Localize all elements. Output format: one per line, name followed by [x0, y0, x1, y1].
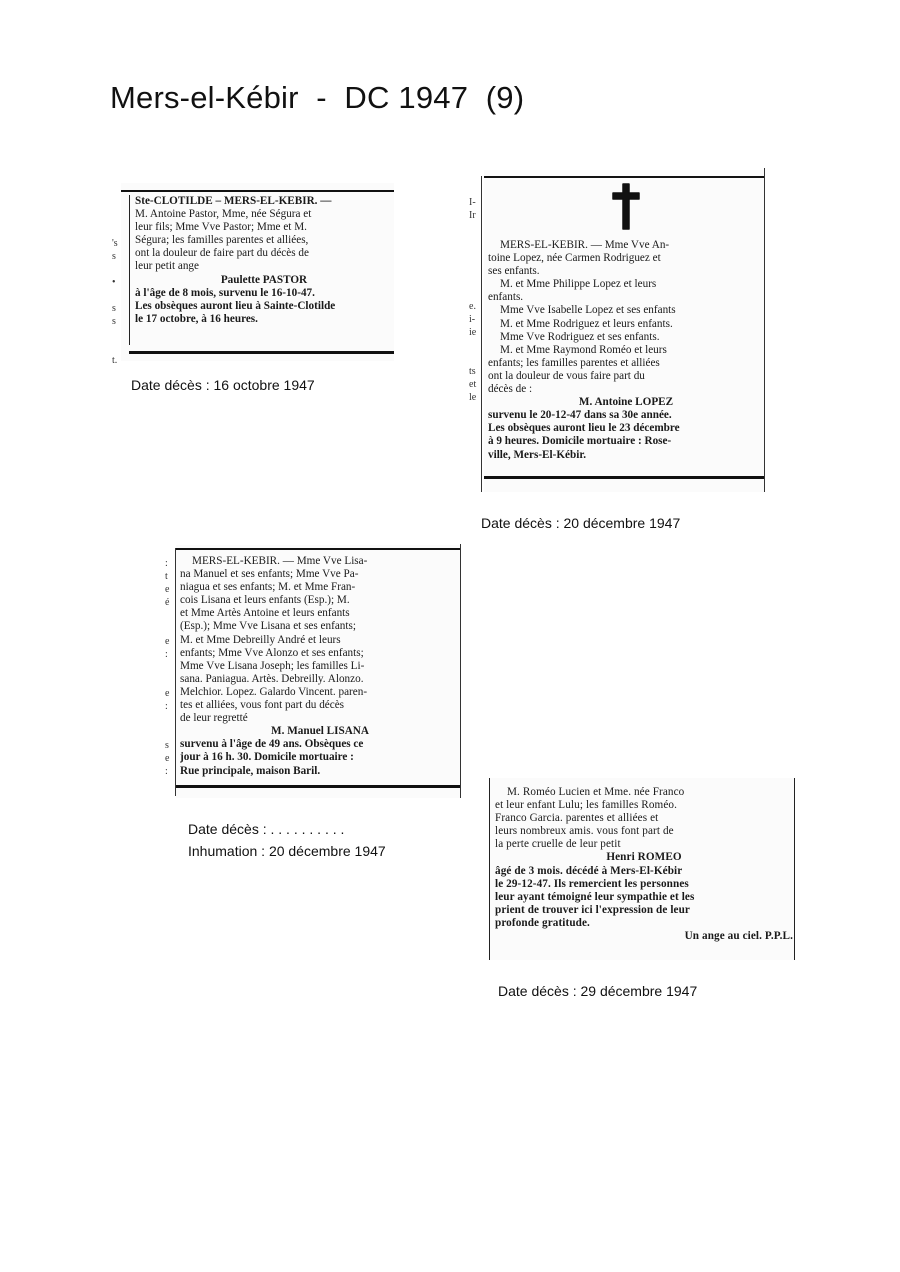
margin-fragment	[469, 287, 481, 300]
column-divider	[764, 168, 765, 492]
caption-death-date	[131, 377, 315, 393]
margin-fragment: é	[165, 597, 170, 608]
margin-fragment	[165, 609, 175, 622]
notice-line: prient de trouver ici l'expression de leur	[495, 903, 690, 916]
margin-fragment	[112, 289, 122, 302]
notice-line: Franco Garcia. parentes et alliées et	[495, 812, 659, 825]
margin-fragment: e	[165, 753, 170, 764]
notice-line: et leur enfant Lulu; les familles Roméo.	[495, 799, 678, 812]
notice-line: ses enfants.	[488, 265, 540, 278]
cross-icon	[608, 182, 644, 234]
notice-line: la perte cruelle de leur petit	[495, 838, 621, 851]
caption-line: Date décès : 16 octobre 1947	[131, 377, 315, 393]
margin-fragment: ts	[469, 366, 476, 377]
margin-fragment: 's	[112, 238, 118, 249]
margin-fragment	[469, 235, 481, 248]
notice-line: à l'âge de 8 mois, survenu le 16-10-47.	[135, 286, 315, 299]
margin-fragment: :	[165, 558, 168, 569]
notice-text	[180, 555, 460, 778]
notice-line: M. et Mme Debreilly André et leurs	[180, 633, 341, 646]
margin-fragment	[469, 248, 481, 261]
margin-fragment	[469, 352, 481, 365]
notice-line: profonde gratitude.	[495, 916, 590, 929]
notice-line: et Mme Artès Antoine et leurs enfants	[180, 607, 350, 620]
notice-line: M. Antoine Pastor, Mme, née Ségura et	[135, 208, 312, 221]
margin-fragment	[469, 339, 481, 352]
margin-fragment: I-	[469, 197, 476, 208]
notice-line: niagua et ses enfants; M. et Mme Fran-	[180, 581, 356, 594]
notice-line: leur petit ange	[135, 260, 199, 273]
notice-line: Rue principale, maison Baril.	[180, 764, 321, 777]
notice-text	[135, 195, 393, 326]
margin-fragment: s	[165, 740, 169, 751]
caption-line: Inhumation : 20 décembre 1947	[188, 843, 386, 859]
notice-line: à 9 heures. Domicile mortuaire : Rose-	[488, 435, 672, 448]
column-rule	[794, 778, 795, 960]
notice-line: M. Antoine LOPEZ	[578, 396, 674, 409]
margin-fragment	[165, 726, 175, 739]
notice-line: âgé de 3 mois. décédé à Mers-El-Kébir	[495, 864, 683, 877]
notice-line: jour à 16 h. 30. Domicile mortuaire :	[180, 751, 354, 764]
margin-fragment: e	[165, 688, 170, 699]
notice-line: M. et Mme Rodriguez et leurs enfants.	[500, 317, 673, 330]
notice-line: tes et alliées, vous font part du décès	[180, 699, 345, 712]
margin-fragment	[112, 341, 122, 354]
bottom-rule	[176, 785, 460, 788]
notice-line: (Esp.); Mme Vve Lisana et ses enfants;	[180, 620, 356, 633]
column-rule	[129, 195, 130, 345]
notice-line: survenu à l'âge de 49 ans. Obsèques ce	[180, 738, 364, 751]
column-divider	[460, 544, 461, 798]
margin-fragment	[112, 211, 122, 224]
notice-line: Mme Vve Lisana Joseph; les familles Li-	[180, 659, 365, 672]
notice-line: MERS-EL-KEBIR. — Mme Vve Lisa-	[192, 555, 368, 567]
margin-fragment	[165, 713, 175, 726]
notice-line: sana. Paniagua. Artès. Debreilly. Alonzo.	[180, 672, 364, 685]
notice-line: enfants; les familles parentes et alliées	[488, 356, 660, 369]
margin-fragment	[469, 274, 481, 287]
notice-line: Mme Vve Rodriguez et ses enfants.	[500, 330, 660, 343]
top-rule	[484, 176, 764, 178]
notice-line: Melchior. Lopez. Galardo Vincent. paren-	[180, 685, 368, 698]
obituary-clipping-lopez	[484, 170, 764, 492]
notice-line: M. et Mme Philippe Lopez et leurs	[500, 278, 657, 291]
notice-text	[495, 786, 793, 943]
obituary-clipping-romeo	[489, 778, 795, 960]
top-rule	[121, 190, 394, 192]
notice-line: survenu le 20-12-47 dans sa 30e année.	[488, 409, 672, 422]
notice-text	[488, 239, 764, 462]
margin-fragment: i-	[469, 314, 476, 325]
notice-line: M. Manuel LISANA	[271, 725, 369, 738]
caption-dates	[188, 818, 386, 862]
column-divider	[175, 548, 176, 796]
margin-fragment	[165, 622, 175, 635]
margin-fragment: s	[112, 303, 116, 314]
notice-line: na Manuel et ses enfants; Mme Vve Pa-	[180, 568, 359, 581]
notice-line: de leur regretté	[180, 712, 248, 725]
margin-fragment: e.	[469, 301, 476, 312]
notice-line: leur ayant témoigné leur sympathie et les	[495, 890, 695, 903]
notice-line: le 29-12-47. Ils remercient les personnes	[495, 877, 689, 890]
margin-fragment: Ir	[469, 210, 476, 221]
margin-fragment: t	[165, 571, 168, 582]
notice-line: Ste-CLOTILDE – MERS-EL-KEBIR. —	[135, 195, 332, 207]
margin-fragment: ie	[469, 327, 477, 338]
notice-line: leur fils; Mme Vve Pastor; Mme et M.	[135, 221, 307, 234]
notice-line: décès de :	[488, 383, 533, 396]
notice-line: ont la douleur de vous faire part du	[488, 369, 645, 382]
margin-fragment	[469, 261, 481, 274]
caption-line: Date décès : 29 décembre 1947	[498, 983, 698, 999]
notice-line: M. Roméo Lucien et Mme. née Franco	[507, 786, 685, 798]
notice-line: Un ange au ciel. P.P.L.	[684, 930, 793, 943]
notice-line: MERS-EL-KEBIR. — Mme Vve An-	[500, 239, 670, 251]
notice-line: Les obsèques auront lieu à Sainte-Clotilde	[135, 299, 336, 312]
margin-fragment: e	[165, 636, 170, 647]
caption-line: Date décès : 20 décembre 1947	[481, 515, 681, 531]
page-title: Mers-el-Kébir - DC 1947 (9)	[110, 80, 525, 115]
margin-fragment: e	[165, 584, 170, 595]
margin-fragments	[112, 198, 122, 367]
bottom-rule	[129, 351, 394, 354]
margin-fragment	[112, 198, 122, 211]
caption-line: Date décès : . . . . . . . . . .	[188, 821, 345, 837]
margin-fragments	[165, 557, 175, 778]
margin-fragment	[165, 661, 175, 674]
notice-line: Ségura; les familles parentes et alliées,	[135, 234, 309, 247]
notice-line: ont la douleur de faire part du décès de	[135, 247, 309, 260]
notice-line: toine Lopez, née Carmen Rodriguez et	[488, 252, 661, 265]
column-rule	[489, 778, 490, 960]
top-rule	[176, 548, 460, 550]
margin-fragment: et	[469, 379, 477, 390]
notice-line: cois Lisana et leurs enfants (Esp.); M.	[180, 594, 350, 607]
notice-line: leurs nombreux amis. vous font part de	[495, 825, 674, 838]
notice-line: enfants.	[488, 291, 524, 304]
obituary-clipping-pastor	[121, 183, 394, 361]
margin-fragment: :	[165, 649, 168, 660]
notice-line: ville, Mers-El-Kébir.	[488, 448, 587, 461]
margin-fragment: :	[165, 701, 168, 712]
margin-fragment: :	[165, 766, 168, 777]
notice-line: Mme Vve Isabelle Lopez et ses enfants	[500, 304, 676, 317]
caption-death-date	[498, 983, 697, 999]
notice-line: Henri ROMEO	[606, 851, 682, 864]
margin-fragment	[112, 263, 122, 276]
notice-line: M. et Mme Raymond Roméo et leurs	[500, 343, 667, 356]
notice-line: Les obsèques auront lieu le 23 décembre	[488, 422, 680, 435]
obituary-clipping-lisana	[176, 545, 460, 798]
column-divider	[481, 176, 482, 492]
margin-fragment: s	[112, 251, 116, 262]
notice-line: le 17 octobre, à 16 heures.	[135, 312, 258, 325]
margin-fragment	[165, 674, 175, 687]
notice-line: enfants; Mme Vve Alonzo et ses enfants;	[180, 646, 364, 659]
caption-death-date	[481, 515, 680, 531]
margin-fragment: •	[112, 277, 116, 288]
margin-fragment	[112, 224, 122, 237]
notice-line: Paulette PASTOR	[220, 273, 308, 286]
margin-fragments	[469, 196, 481, 404]
margin-fragment: t.	[112, 355, 118, 366]
margin-fragment: s	[112, 316, 116, 327]
margin-fragment	[469, 222, 481, 235]
margin-fragment: le	[469, 392, 477, 403]
bottom-rule	[484, 476, 764, 479]
margin-fragment	[112, 328, 122, 341]
